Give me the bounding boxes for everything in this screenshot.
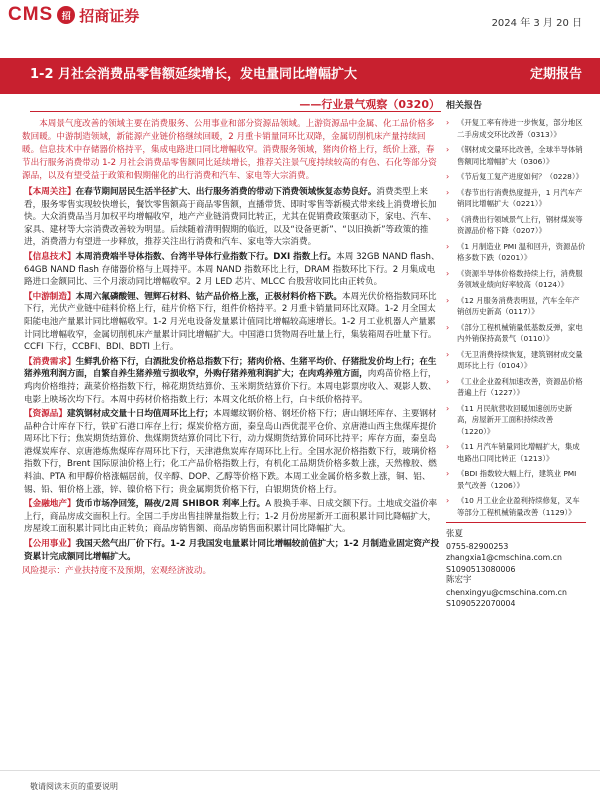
section-tag: 【本周关注】	[24, 187, 76, 197]
section-tag: 【资源品】	[24, 409, 67, 420]
analyst-cert-number: S1090513080006	[446, 564, 516, 574]
analyst-email[interactable]: chenxingyu@cmschina.com.cn	[446, 587, 567, 597]
bullet-icon: ›	[446, 376, 450, 386]
bullet-icon: ›	[446, 145, 450, 154]
related-report-link[interactable]: › 《资源半导体价格数持续上行，消费服务领域业绩向好率较高（0124）》	[446, 268, 583, 289]
bullet-icon: ›	[446, 295, 450, 305]
related-report-link[interactable]: › 《BDI 指数较大幅上行，建筑业 PMI 景气改善（1206）》	[446, 469, 577, 490]
analyst-cert-number: S1090522070004	[446, 599, 516, 608]
section-highlight: 本周消费端半导体指数、台湾半导体行业指数下行。DXI 指数上行。	[75, 251, 337, 262]
related-report-link[interactable]: › 《春节出行消费热度提升，1 月汽车产销同比增幅扩大（0221）》	[446, 187, 583, 208]
related-report-link[interactable]: › 《部分工程机械销量低基数反弹，家电内外销保持高景气（0110）》	[446, 322, 583, 343]
section-highlight: 在春节期间居民生活半径扩大、出行服务消费的带动下消费领域恢复态势良好。	[75, 187, 377, 197]
section-highlight: 生鲜乳价格下行，白酒批发价格总指数下行；猪肉价格、生猪平均价、仔猪批发价均上行；在生猪养殖利润方面，自繁自养生猪养殖亏损收窄，外购仔猪养殖利润扩大；在肉鸡养殖方面，	[24, 356, 437, 380]
section-tag: 【消费需求】	[24, 356, 76, 367]
report-subtitle: ——行业景气观察（0320）	[299, 98, 440, 111]
bullet-icon: ›	[446, 187, 450, 197]
section-tag: 【金融地产】	[24, 499, 76, 510]
sidebar-divider	[446, 522, 586, 523]
related-report-link[interactable]: › 《11 月汽车销量同比增幅扩大，集成电路出口同比转正（1213）》	[446, 442, 580, 463]
related-report-link[interactable]: › 《工业企业盈利加速改善，资源品价格普遍上行（1227）》	[446, 376, 583, 397]
page-footer	[0, 770, 600, 800]
section-info-tech	[22, 251, 442, 289]
related-report-link[interactable]: › 《1 月制造业 PMI 温和回升，资源品价格多数下跌（0201）》	[446, 241, 586, 262]
logo-mark-icon: 招	[57, 6, 75, 24]
bullet-icon: ›	[446, 442, 450, 451]
section-finance-realestate	[22, 498, 442, 536]
related-report-link[interactable]: › 《节后复工复产进度如何？（0228）》	[446, 172, 583, 181]
sidebar	[446, 98, 586, 758]
title-banner	[0, 58, 600, 94]
report-date: 2024 年 3 月 20 日	[491, 18, 582, 29]
section-text: 本周螺纹钢价格、钢坯价格下行；唐山钢坯库存、主要钢材品种合计库存下行，铁矿石港口库存上行；煤炭价格方面，秦皇岛山西优混平仓价、京唐港山西主焦煤库提价周环比下行；焦炭期货结算价、焦煤期货结算价同比下行，动力煤期货结算价同环比持平；库存方面，秦皇岛港煤炭库存、京唐港炼焦煤库存周环比下行，天津港焦炭库存周环比上行。全国水泥价格指数下行，玻璃价格指数下行，Brent 国际原油价格上行；化工产品价格指数上行，有机化工品期货价格多数上涨，天然橡胶、燃料油、PTA 和甲醇价格涨幅居前，仅辛醇、DOP、乙醇等价格下跌。本周工业金属价格多数上涨，铜、铝、锡、铅、钼价格上涨，锌、镍价格下行；贵金属期货价格下行，白银期货价格上行。	[24, 409, 437, 495]
analyst-contact	[446, 529, 586, 610]
section-text: A 股换手率、日成交额下行。土地成交溢价率上行，商品房成交面积上行。全国二手房出售挂牌量指数上行；1-2 月份房屋新开工面积累计同比降幅扩大，房屋竣工面积累计同比由正转负；商品房销售额、商品房销售面积累计同比降幅扩大。	[24, 499, 438, 535]
section-focus	[22, 186, 442, 249]
report-header	[0, 0, 600, 40]
risk-warning: 风险提示：产业扶持度不及预期，宏观经济波动。	[22, 566, 212, 577]
analyst-name: 陈宏宇	[446, 575, 472, 585]
related-report-link[interactable]: › 《无卫消费持续恢复，建筑钢材成交量周环比上行（0104）》	[446, 349, 583, 370]
section-text: 肉鸡苗价格上行，鸡肉价格维持；蔬菜价格指数下行，棉花期货结算价、玉米期货结算价下行。本周电影票房收入、观影人数、电影上映场次均下行。本周中药材价格指数上行；本周文化纸价格上行，白卡纸价格持平。	[24, 369, 437, 405]
cms-logo	[8, 4, 139, 26]
section-resources	[22, 408, 442, 496]
section-consumer	[22, 356, 442, 406]
section-tag: 【公用事业】	[24, 539, 76, 550]
bullet-icon: ›	[446, 322, 450, 332]
related-report-link[interactable]: › 《10 月工业企业盈利持续修复，叉车等部分工程机械销量改善（1129）》	[446, 496, 580, 517]
section-midstream	[22, 291, 442, 354]
related-reports-heading: 相关报告	[446, 101, 483, 111]
related-report-link[interactable]: › 《12 月服务消费表明显，汽车全年产销创历史新高（0117）》	[446, 295, 580, 316]
section-text: 本周光伏价格指数同环比下行，光伏产业链中硅料价格上行，硅片价格下行，组件价格持平。2 月重卡销量同环比双降。1-2 月全国太阳能电池产量累计同比增幅收窄。1-2 月光电设备发量累计值同比增幅较高速增长。1-2 月工业机器人产量累计同比增幅收窄，金属切削机床产量累计同比增幅扩大。中国港口货物周吞吐量上行，集装箱周吞吐量下行。CCFI 下行，CCBFI、BDI、BDTI 上行。	[24, 291, 437, 353]
section-highlight: 货币市场净回笼，隔夜/2周 SHIBOR 利率上行。	[75, 499, 266, 510]
related-report-link[interactable]: › 《钢材成交量环比改善，全球半导体销售额同比增幅扩大（0306）》	[446, 145, 583, 166]
main-body	[22, 118, 442, 758]
related-report-link[interactable]: › 《开复工率有待进一步恢复，部分地区二手房成交环比改善（0313）》	[446, 118, 583, 139]
subtitle-divider	[30, 111, 441, 112]
analyst-name: 张夏	[446, 529, 464, 539]
footer-disclaimer: 敬请阅读末页的重要说明	[30, 782, 118, 791]
analyst-phone: 0755-82900253	[446, 541, 509, 551]
bullet-icon: ›	[446, 469, 450, 478]
section-tag: 【信息技术】	[24, 251, 76, 262]
bullet-icon: ›	[446, 118, 450, 127]
section-text: 消费类型上来看，服务零售实现较快增长，餐饮零售额高于商品零售额，直播带货、即时零售等新模式带来线上消费增长加快。大众消费品当月加权平均增幅收窄，地产产业链消费同比转正，尤其在促销费政策驱动下，家电、汽车、家具、建材等大宗消费改善较为明显。后续随着清明假期的临近，以及“设备更新”、“以旧换新”等政策的推进，消费潜力有望进一步释放，推荐关注出行消费和汽车、家电等大宗消费。	[24, 187, 437, 248]
bullet-icon: ›	[446, 403, 450, 413]
report-type-tag: 定期报告	[529, 67, 582, 82]
bullet-icon: ›	[446, 268, 450, 278]
section-text: 本周 32GB NAND flash、64GB NAND flash 存储器价格与上周持平。本周 NAND 指数环比上行，DRAM 指数环比下行。2 月集成电路进口金额同比、三个月滚动同比增幅收窄。2 月 LED 芯片、MLCC 台股营收同比由正转负。	[24, 251, 440, 288]
related-report-link[interactable]: › 《消费出行领域景气上行，钢材煤炭等资源品价格下降（0207）》	[446, 214, 583, 235]
logo-latin: CMS	[8, 4, 54, 25]
section-highlight: 本周六氟磷酸锂、锂辉石材料、钴产品价格上涨，正极材料价格下跌。	[75, 291, 342, 302]
section-utilities	[22, 538, 442, 563]
summary-paragraph: 本周景气度改善的领域主要在消费服务、公用事业和部分资源品领域。上游资源品中金属、化工品价格多数回暖。中游制造领域，新能源产业链价格继续回暖，2 月重卡销量同环比双降，金属切削机床产量持续回暖。信息技术中存储器价格持平，集成电路进口同比增幅收窄。消费服务领域，猪肉价格上行，纸价上涨，春节出行服务消费带动 1-2 月社会消费品零售额同比延续增长，推荐关注景气度持续较高的有色、石化等部分资源品，以及有望受益于政策和假期催化的出行消费和汽车、家电等大宗消费。	[22, 119, 437, 181]
report-title: 1-2 月社会消费品零售额延续增长，发电量同比增幅扩大	[30, 67, 358, 82]
section-highlight: 建筑钢材成交量十日均值周环比上行；	[66, 409, 214, 420]
bullet-icon: ›	[446, 214, 450, 224]
bullet-icon: ›	[446, 496, 450, 505]
bullet-icon: ›	[446, 172, 450, 181]
bullet-icon: ›	[446, 241, 450, 251]
logo-chinese: 招商证券	[79, 6, 140, 25]
bullet-icon: ›	[446, 349, 450, 359]
section-highlight: 我国天然气出厂价下行。1-2 月我国发电量累计同比增幅较前值扩大；1-2 月制造业固定资产投资累计完成额同比增幅扩大。	[24, 539, 440, 562]
related-report-link[interactable]: › 《11 月民航营收回暖加速创历史新高，房屋新开工面积持续改善（1220）》	[446, 403, 573, 436]
analyst-email[interactable]: zhangxia1@cmschina.com.cn	[446, 553, 562, 562]
section-tag: 【中游制造】	[24, 291, 76, 302]
